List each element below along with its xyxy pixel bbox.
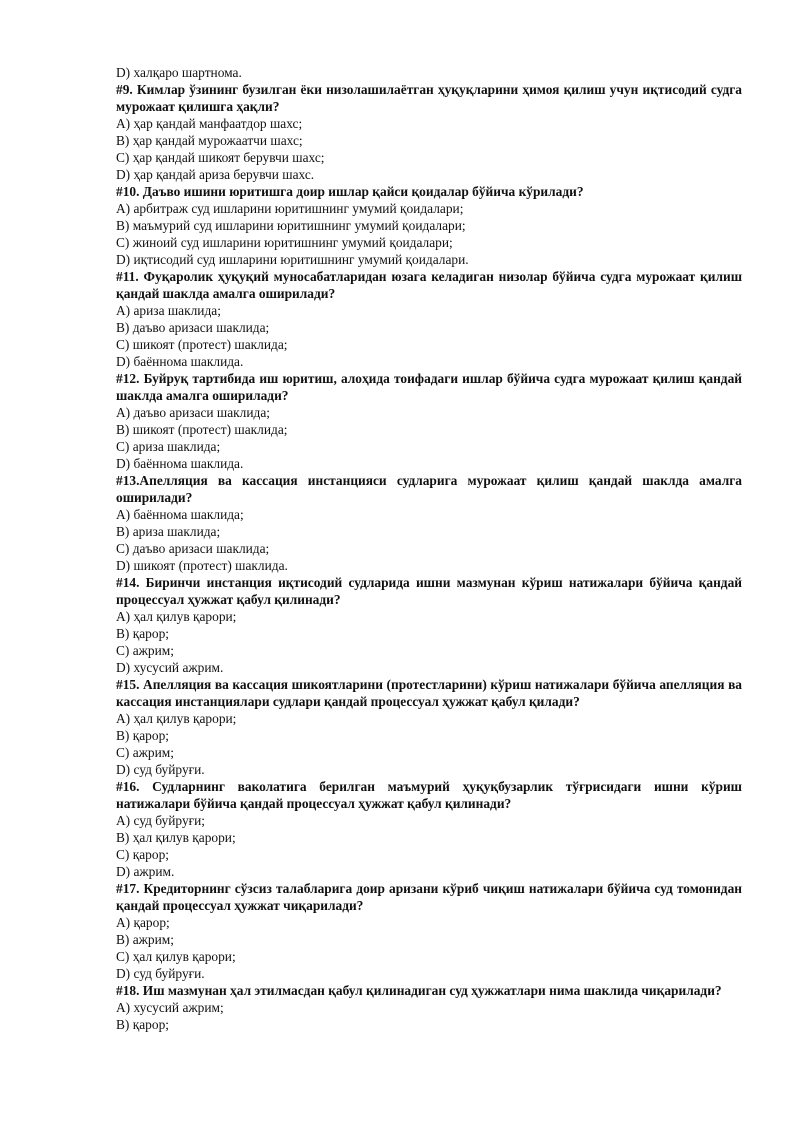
answer-option: D) ҳар қандай ариза берувчи шахс. [116,167,315,182]
question-text: #14. Биринчи инстанция иқтисодий судларида ишни мазмунан кўриш натижалари бўйича қандай процессуал ҳужжат қабул қилинади? [116,575,742,607]
answer-option: B) шикоят (протест) шаклида; [116,422,288,437]
answer-option: C) даъво аризаси шаклида; [116,541,270,556]
answer-option: A) даъво аризаси шаклида; [116,405,271,420]
question-text: #13.Апелляция ва кассация инстанцияси судларига мурожаат қилиш қандай шаклда амалга оширилади? [116,473,742,505]
answer-option: D) ажрим. [116,864,175,879]
answer-option: D) халқаро шартнома. [116,65,242,80]
answer-option: A) хусусий ажрим; [116,1000,224,1015]
answer-option: B) ҳал қилув қарори; [116,830,236,845]
answer-option: B) ҳар қандай мурожаатчи шахс; [116,133,303,148]
answer-option: B) ажрим; [116,932,174,947]
answer-option: C) ажрим; [116,643,174,658]
answer-option: D) иқтисодий суд ишларини юритишнинг умумий қоидалари. [116,252,469,267]
question-text: #11. Фуқаролик ҳуқуқий муносабатларидан юзага келадиган низолар бўйича судга мурожаат қилиш қандай шаклда амалга оширилади? [116,269,742,301]
question-text: #12. Буйруқ тартибида иш юритиш, алоҳида тоифадаги ишлар бўйича судга мурожаат қилиш қандай шаклда амалга оширилади? [116,371,742,403]
answer-option: B) қарор; [116,626,169,641]
document-page [116,64,742,1033]
question-text: #9. Кимлар ўзининг бузилган ёки низолашилаётган ҳуқуқларини ҳимоя қилиш учун иқтисодий судга мурожаат қилишга ҳақли? [116,82,742,114]
answer-option: D) баённома шаклида. [116,456,244,471]
answer-option: C) жиноий суд ишларини юритишнинг умумий қоидалари; [116,235,453,250]
answer-option: C) ариза шаклида; [116,439,221,454]
question-text: #17. Кредиторнинг сўзсиз талабларига доир аризани кўриб чиқиш натижалари бўйича суд томонидан қандай процессуал ҳужжат чиқарилади? [116,881,742,913]
answer-option: B) ариза шаклида; [116,524,221,539]
answer-option: C) шикоят (протест) шаклида; [116,337,288,352]
answer-option: A) баённома шаклида; [116,507,244,522]
answer-option: B) даъво аризаси шаклида; [116,320,270,335]
answer-option: B) маъмурий суд ишларини юритишнинг умумий қоидалари; [116,218,466,233]
question-text: #15. Апелляция ва кассация шикоятларини (протестларини) кўриш натижалари бўйича апелляция ва кассация инстанциялари судлари қандай процессуал ҳужжат қабул қилади? [116,677,742,709]
answer-option: D) хусусий ажрим. [116,660,224,675]
answer-option: A) арбитраж суд ишларини юритишнинг умумий қоидалари; [116,201,464,216]
answer-option: A) ариза шаклида; [116,303,221,318]
answer-option: A) ҳал қилув қарори; [116,609,237,624]
answer-option: D) суд буйруғи. [116,966,205,981]
answer-option: C) ҳар қандай шикоят берувчи шахс; [116,150,325,165]
answer-option: B) қарор; [116,1017,169,1032]
answer-option: A) ҳал қилув қарори; [116,711,237,726]
answer-option: A) қарор; [116,915,170,930]
answer-option: C) ҳал қилув қарори; [116,949,236,964]
question-text: #16. Судларнинг ваколатига берилган маъмурий ҳуқуқбузарлик тўғрисидаги ишни кўриш натижалари бўйича қандай процессуал ҳужжат қабул қилинади? [116,779,742,811]
answer-option: D) суд буйруғи. [116,762,205,777]
answer-option: C) ажрим; [116,745,174,760]
answer-option: D) баённома шаклида. [116,354,244,369]
answer-option: B) қарор; [116,728,169,743]
answer-option: A) ҳар қандай манфаатдор шахс; [116,116,303,131]
answer-option: D) шикоят (протест) шаклида. [116,558,288,573]
answer-option: A) суд буйруғи; [116,813,206,828]
answer-option: C) қарор; [116,847,169,862]
question-text: #18. Иш мазмунан ҳал этилмасдан қабул қилинадиган суд ҳужжатлари нима шаклида чиқарилади? [116,983,722,998]
question-text: #10. Даъво ишини юритишга доир ишлар қайси қоидалар бўйича кўрилади? [116,184,584,199]
